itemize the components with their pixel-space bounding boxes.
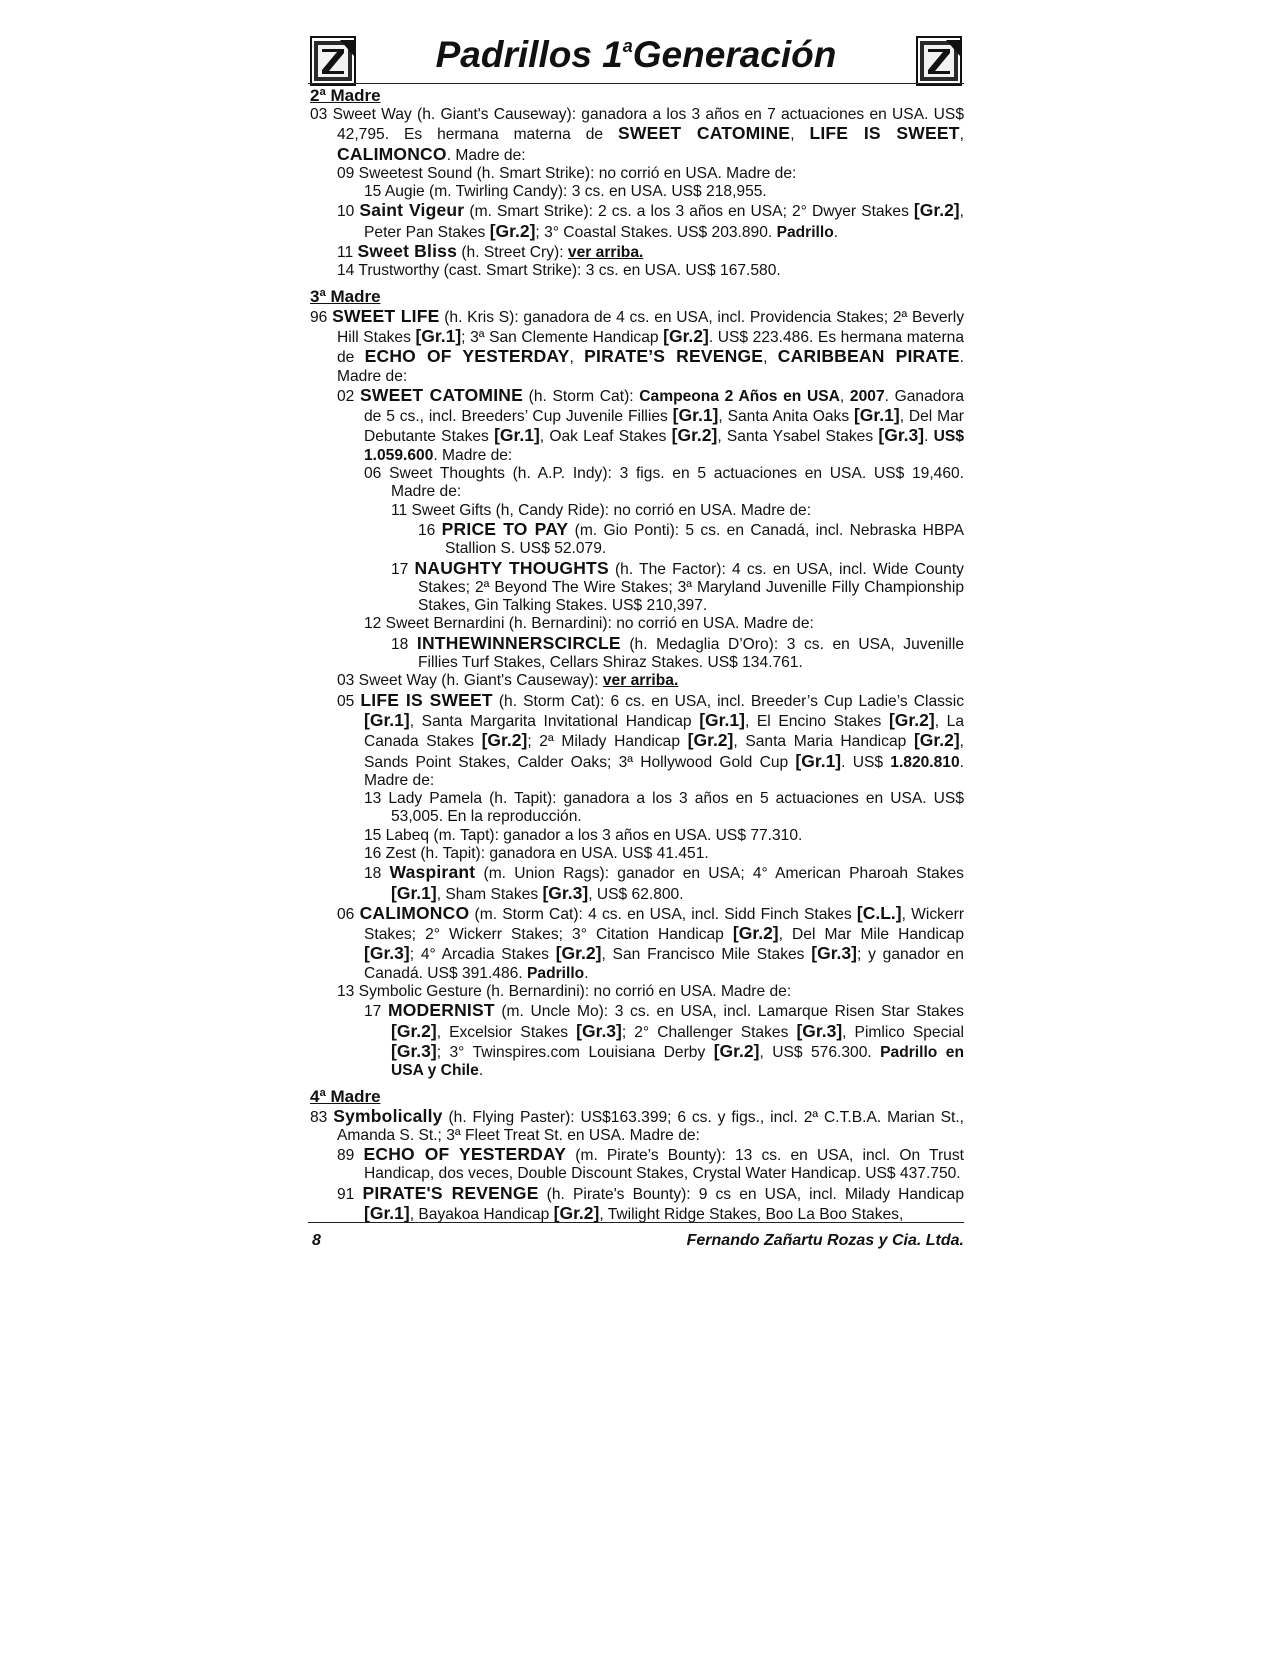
grade-badge: [Gr.2] xyxy=(663,325,709,346)
grade-badge: [Gr.1] xyxy=(391,882,437,903)
grade-badge: [Gr.3] xyxy=(364,943,410,964)
entry-text: ; y ganador en Canadá. US$ 391.486. xyxy=(364,946,964,982)
pedigree-entry xyxy=(310,1145,964,1184)
grade-badge: [Gr.1] xyxy=(795,750,842,771)
entry-text: 12 Sweet Bernardini (h. Bernardini): no corrió en USA. Madre de: xyxy=(364,615,814,633)
horse-name: LIFE IS SWEET xyxy=(360,689,493,710)
grade-badge: [Gr.1] xyxy=(494,425,540,446)
entry-text: , Excelsior Stakes xyxy=(436,1023,577,1041)
entry-text: (m. Storm Cat): 4 cs. en USA, incl. Sidd Finch Stakes xyxy=(469,905,857,923)
entry-text: 1.820.810 xyxy=(890,753,960,771)
pedigree-entry xyxy=(310,520,964,559)
horse-name: SWEET LIFE xyxy=(332,305,440,326)
grade-badge: [Gr.3] xyxy=(391,1040,437,1061)
entry-text: ; 3° Twinspires.com Louisiana Derby xyxy=(436,1043,714,1061)
entry-text: 02 xyxy=(337,387,361,405)
entry-text: ; 2ª Milady Handicap xyxy=(527,733,688,751)
entry-text: 11 xyxy=(337,244,358,262)
pedigree-entry xyxy=(310,106,964,165)
entry-text: , US$ 576.300. xyxy=(759,1043,881,1061)
horse-name: Waspirant xyxy=(389,862,476,883)
grade-badge: [C.L.] xyxy=(856,902,902,923)
horse-name: NAUGHTY THOUGHTS xyxy=(414,557,609,578)
entry-text: , Sands Point Stakes, Calder Oaks; 3ª Hollywood Gold Cup xyxy=(364,733,964,771)
pedigree-entry xyxy=(310,502,964,520)
pedigree-entry xyxy=(310,183,964,201)
entry-text: , San Francisco Mile Stakes xyxy=(601,946,812,964)
horse-name: SWEET CATOMINE xyxy=(360,384,523,405)
entry-text: , US$ 62.800. xyxy=(588,885,684,903)
entry-text: ver arriba. xyxy=(602,672,679,690)
pedigree-entry xyxy=(310,559,964,616)
entry-text: , Wickerr Stakes; 2° Wickerr Stakes; 3° Citation Handicap xyxy=(364,905,965,944)
entry-text: , Santa Maria Handicap xyxy=(733,733,914,751)
entry-text: 2007 xyxy=(849,387,885,405)
grade-badge: [Gr.1] xyxy=(672,405,719,426)
pedigree-entry xyxy=(310,615,964,633)
pedigree-entry xyxy=(310,1184,964,1225)
entry-text: 06 Sweet Thoughts (h. A.P. Indy): 3 figs. en 5 actuaciones en USA. US$ 19,460. Madre de: xyxy=(364,465,964,501)
entry-text: ver arriba. xyxy=(567,244,644,262)
entry-text: (h. Storm Cat): xyxy=(522,387,640,405)
entry-text: . Madre de: xyxy=(433,446,513,464)
horse-name: PIRATE'S REVENGE xyxy=(362,1182,539,1203)
entry-text: 96 xyxy=(310,308,333,326)
entry-text: 13 Lady Pamela (h. Tapit): ganadora a los 3 años en 5 actuaciones en USA. US$ 53,005. En la reproducción. xyxy=(364,790,964,826)
entry-text: 14 Trustworthy (cast. Smart Strike): 3 cs. en USA. US$ 167.580. xyxy=(337,262,781,280)
pedigree-content xyxy=(310,86,964,1224)
grade-badge: [Gr.2] xyxy=(913,730,960,751)
entry-text: US$ 1.059.600 xyxy=(364,428,964,464)
pedigree-entry xyxy=(310,790,964,827)
entry-text: 06 xyxy=(337,905,360,923)
grade-badge: [Gr.1] xyxy=(853,405,900,426)
entry-text: 16 xyxy=(418,521,442,539)
entry-text: , Santa Anita Oaks xyxy=(718,408,854,426)
footer-divider xyxy=(308,1222,964,1223)
entry-text: 17 xyxy=(364,1003,388,1021)
entry-text: . US$ 223.486. Es hermana materna de xyxy=(337,328,964,367)
entry-text: (m. Pirate’s Bounty): 13 cs. en USA, incl. On Trust Handicap, dos veces, Double Discount Stakes, Crystal Water Handicap. US$ 437.750. xyxy=(364,1147,964,1183)
horse-name: SWEET CATOMINE xyxy=(617,123,791,144)
entry-text: ; 4° Arcadia Stakes xyxy=(409,946,556,964)
logo-left-icon xyxy=(310,36,356,86)
entry-text: 18 xyxy=(364,865,390,883)
section-heading: 2ª Madre xyxy=(310,86,381,105)
pedigree-entry xyxy=(310,262,964,280)
entry-text: (h. Pirate's Bounty): 9 cs en USA, incl. Milady Handicap xyxy=(538,1185,964,1203)
entry-text: , Pimlico Special xyxy=(842,1023,964,1041)
entry-text: (h. Kris S): ganadora de 4 cs. en USA, incl. Providencia Stakes; 2ª Beverly Hill Stakes xyxy=(337,308,965,346)
entry-text: . Madre de: xyxy=(337,349,964,385)
pedigree-entry xyxy=(310,242,964,262)
entry-text: 13 Symbolic Gesture (h. Bernardini): no corrió en USA. Madre de: xyxy=(337,983,792,1001)
horse-name: MODERNIST xyxy=(387,1000,495,1021)
pedigree-entry xyxy=(310,386,964,465)
grade-badge: [Gr.2] xyxy=(555,943,602,964)
header-divider xyxy=(308,83,964,84)
entry-text: 91 xyxy=(337,1185,363,1203)
pedigree-entry xyxy=(310,165,964,183)
entry-text: . US$ xyxy=(841,753,891,771)
grade-badge: [Gr.3] xyxy=(878,425,925,446)
entry-text: . Madre de: xyxy=(446,146,526,164)
grade-badge: [Gr.2] xyxy=(391,1020,437,1041)
horse-name: PRICE TO PAY xyxy=(441,518,569,539)
entry-text: 05 xyxy=(337,692,361,710)
entry-text: . xyxy=(833,223,839,241)
horse-name: PIRATE’S REVENGE xyxy=(584,346,764,367)
pedigree-entry xyxy=(310,1107,964,1146)
entry-text: , xyxy=(763,349,778,367)
entry-text: ; 3° Coastal Stakes. US$ 203.890. xyxy=(535,223,777,241)
grade-badge: [Gr.3] xyxy=(796,1020,843,1041)
grade-badge: [Gr.2] xyxy=(553,1203,600,1224)
entry-text: 15 Labeq (m. Tapt): ganador a los 3 años en USA. US$ 77.310. xyxy=(364,826,803,844)
entry-text: 09 Sweetest Sound (h. Smart Strike): no corrió en USA. Madre de: xyxy=(337,164,797,182)
footer-company: Fernando Zañartu Rozas y Cia. Ltda. xyxy=(686,1232,964,1249)
pedigree-entry xyxy=(310,845,964,863)
grade-badge: [Gr.3] xyxy=(542,882,589,903)
entry-text: 03 Sweet Way (h. Giant's Causeway): xyxy=(337,672,603,690)
entry-text: , Santa Margarita Invitational Handicap xyxy=(409,712,700,730)
grade-badge: [Gr.2] xyxy=(687,730,734,751)
entry-text: . xyxy=(924,428,934,446)
entry-text: 03 Sweet Way (h. Giant's Causeway): ganadora a los 3 años en 7 actuaciones en USA. US$ 42,795. Es hermana materna de xyxy=(310,106,964,144)
entry-text: , El Encino Stakes xyxy=(744,712,889,730)
section-heading: 3ª Madre xyxy=(310,286,381,306)
horse-name: Saint Vigeur xyxy=(359,200,465,221)
grade-badge: [Gr.1] xyxy=(699,709,745,730)
entry-text: Padrillo en USA y Chile xyxy=(391,1043,964,1080)
horse-name: Sweet Bliss xyxy=(357,241,457,262)
grade-badge: [Gr.2] xyxy=(913,200,960,221)
horse-name: CALIMONCO xyxy=(337,143,447,164)
entry-text: (m. Smart Strike): 2 cs. a los 3 años en USA; 2° Dwyer Stakes xyxy=(464,203,914,221)
entry-text: Padrillo xyxy=(776,223,834,241)
pedigree-entry xyxy=(310,827,964,845)
pedigree-entry xyxy=(310,634,964,673)
horse-name: CARIBBEAN PIRATE xyxy=(777,346,960,367)
entry-text: (h. Medaglia D’Oro): 3 cs. en USA, Juvenille Fillies Turf Stakes, Cellars Shiraz Stakes. US$ 134.761. xyxy=(418,635,964,672)
entry-text: (h. Flying Paster): US$163.399; 6 cs. y figs., incl. 2ª C.T.B.A. Marian St., Amanda S. St.; 3ª Fleet Treat St. en USA. Madre de: xyxy=(337,1108,964,1144)
entry-text: 11 Sweet Gifts (h, Candy Ride): no corrió en USA. Madre de: xyxy=(391,501,812,519)
entry-text: , xyxy=(569,349,585,367)
logo-right-icon xyxy=(916,36,962,86)
entry-text: , xyxy=(790,126,810,144)
horse-name: ECHO OF YESTERDAY xyxy=(364,346,570,367)
entry-text: Padrillo xyxy=(527,964,585,982)
pedigree-entry xyxy=(310,307,964,386)
horse-name: INTHEWINNERSCIRCLE xyxy=(416,632,621,653)
page-header xyxy=(308,30,964,86)
grade-badge: [Gr.3] xyxy=(811,943,857,964)
grade-badge: [Gr.2] xyxy=(481,730,528,751)
pedigree-entry xyxy=(310,983,964,1001)
grade-badge: [Gr.2] xyxy=(732,923,779,944)
page-number: 8 xyxy=(312,1232,321,1249)
entry-text: (m. Gio Ponti): 5 cs. en Canadá, incl. Nebraska HBPA Stallion S. US$ 52.079. xyxy=(445,521,964,558)
entry-text: Campeona 2 Años en USA xyxy=(639,387,840,405)
grade-badge: [Gr.2] xyxy=(671,425,718,446)
section-heading: 4ª Madre xyxy=(310,1086,381,1106)
entry-text: 17 xyxy=(391,560,415,578)
entry-text: , Bayakoa Handicap xyxy=(409,1206,554,1224)
entry-text: (m. Union Rags): ganador en USA; 4° American Pharoah Stakes xyxy=(475,865,964,883)
entry-text: , Peter Pan Stakes xyxy=(364,203,964,241)
entry-text: ; 2° Challenger Stakes xyxy=(621,1023,797,1041)
grade-badge: [Gr.1] xyxy=(364,709,410,730)
pedigree-entry xyxy=(310,672,964,690)
pedigree-entry xyxy=(310,863,964,904)
entry-text: , Del Mar Debutante Stakes xyxy=(364,408,964,446)
entry-text: . xyxy=(478,1062,484,1080)
entry-text: . Ganadora de 5 cs., incl. Breeders’ Cup Juvenile Fillies xyxy=(364,387,964,426)
entry-text: , Del Mar Mile Handicap xyxy=(778,926,964,944)
pedigree-entry xyxy=(310,201,964,242)
entry-text: . Madre de: xyxy=(364,753,964,789)
entry-text: 89 xyxy=(337,1147,364,1165)
entry-text: , xyxy=(959,126,964,144)
horse-name: ECHO OF YESTERDAY xyxy=(363,1144,567,1165)
entry-text: , Santa Ysabel Stakes xyxy=(717,428,879,446)
pedigree-entry xyxy=(310,465,964,502)
entry-text: (h. Storm Cat): 6 cs. en USA, incl. Breeder’s Cup Ladie’s Classic xyxy=(492,692,964,710)
horse-name: LIFE IS SWEET xyxy=(809,123,960,144)
grade-badge: [Gr.1] xyxy=(415,325,462,346)
grade-badge: [Gr.3] xyxy=(576,1020,622,1041)
entry-text: 83 xyxy=(310,1108,334,1126)
entry-text: 16 Zest (h. Tapit): ganadora en USA. US$ 41.451. xyxy=(364,844,709,862)
pedigree-entry xyxy=(310,1001,964,1080)
entry-text: , Oak Leaf Stakes xyxy=(539,428,672,446)
entry-text: (m. Uncle Mo): 3 cs. en USA, incl. Lamarque Risen Star Stakes xyxy=(494,1003,964,1021)
pedigree-entry xyxy=(310,904,964,983)
entry-text: . xyxy=(584,964,589,982)
horse-name: CALIMONCO xyxy=(359,902,470,923)
entry-text: , La Canada Stakes xyxy=(364,712,965,751)
grade-badge: [Gr.2] xyxy=(888,709,935,730)
entry-text: 18 xyxy=(391,635,417,653)
entry-text: , Sham Stakes xyxy=(436,885,543,903)
horse-name: Symbolically xyxy=(333,1105,443,1126)
entry-text: 15 Augie (m. Twirling Candy): 3 cs. en USA. US$ 218,955. xyxy=(364,183,767,201)
pedigree-entry xyxy=(310,691,964,790)
grade-badge: [Gr.2] xyxy=(489,220,536,241)
entry-text: ; 3ª San Clemente Handicap xyxy=(461,328,664,346)
entry-text: 10 xyxy=(337,203,360,221)
entry-text: , Twilight Ridge Stakes, Boo La Boo Stakes, xyxy=(599,1206,904,1224)
entry-text: (h. The Factor): 4 cs. en USA, incl. Wide County Stakes; 2ª Beyond The Wire Stakes; 3ª Maryland Juvenille Filly Championship Stakes, Gin Talking Stakes. US$ 210,397. xyxy=(418,560,964,615)
page-title: Padrillos 1$^a$Generación xyxy=(435,34,837,75)
entry-text: (h. Street Cry): xyxy=(457,244,568,262)
entry-text: , xyxy=(839,387,850,405)
grade-badge: [Gr.1] xyxy=(364,1203,410,1224)
grade-badge: [Gr.2] xyxy=(713,1040,760,1061)
